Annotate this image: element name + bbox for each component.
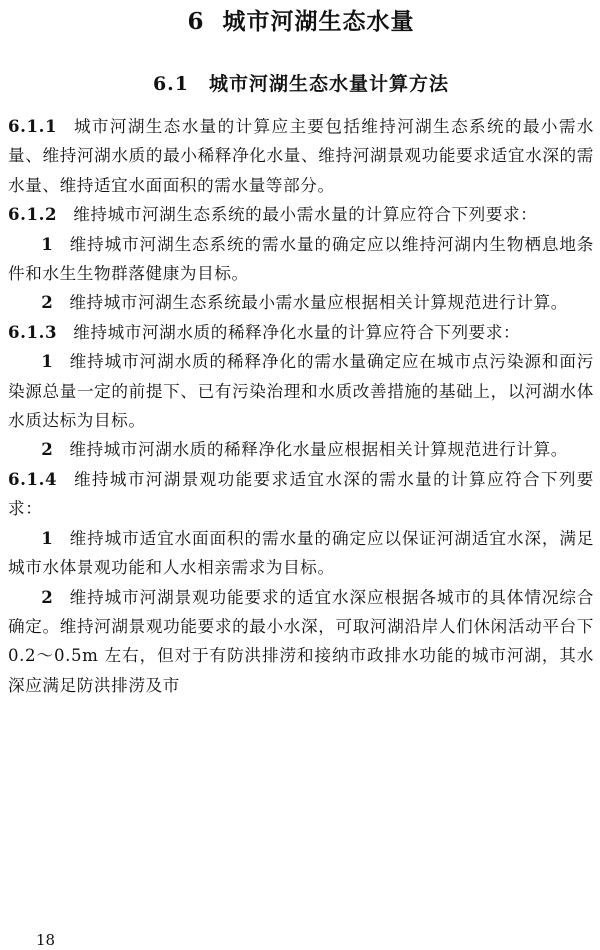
chapter-title [8, 0, 594, 40]
clause-text: 城市河湖生态水量的计算应主要包括维持河湖生态系统的最小需水量、维持河湖水质的最小稀释净化水量、维持河湖景观功能要求适宜水深的需水量、维持适宜水面面积的需水量等部分。 [8, 117, 594, 195]
clause-text: 维持城市河湖景观功能要求适宜水深的需水量的计算应符合下列要求： [8, 469, 594, 519]
list-item [8, 288, 594, 317]
item-text: 维持城市适宜水面面积的需水量的确定应以保证河湖适宜水深，满足城市水体景观功能和人水相亲需求为目标。 [8, 528, 594, 578]
clause-number: 6.1.1 [8, 116, 58, 136]
item-number: 2 [41, 439, 54, 460]
body-text [8, 112, 594, 700]
list-item [8, 524, 594, 583]
section-number: 6.1 [152, 73, 190, 95]
clause-text: 维持城市河湖水质的稀释净化水量的计算应符合下列要求： [73, 322, 521, 342]
clause-paragraph [8, 112, 594, 200]
item-number: 1 [41, 527, 54, 548]
page-number: 18 [36, 931, 56, 949]
item-text: 维持城市河湖景观功能要求的适宜水深应根据各城市的具体情况综合确定。维持河湖景观功能要求的最小水深，可取河湖沿岸人们休闲活动平台下 0.2～0.5m 左右，但对于有防洪排涝和接纳市政排水功能的城市河湖，其水深应满足防洪排涝及市 [8, 587, 594, 695]
list-item [8, 230, 594, 289]
item-number: 1 [41, 233, 54, 254]
clause-number: 6.1.4 [8, 468, 58, 489]
item-number: 2 [41, 292, 54, 313]
list-item [8, 583, 594, 701]
item-number: 1 [41, 351, 54, 372]
clause-number: 6.1.3 [8, 321, 58, 342]
item-text: 维持城市河湖生态系统最小需水量应根据相关计算规范进行计算。 [69, 293, 568, 313]
clause-paragraph [8, 200, 594, 229]
list-item [8, 435, 594, 464]
clause-paragraph [8, 465, 594, 524]
item-text: 维持城市河湖水质的稀释净化水量应根据相关计算规范进行计算。 [69, 440, 568, 460]
clause-paragraph [8, 318, 594, 347]
clause-number: 6.1.2 [8, 204, 58, 225]
chapter-number: 6 [187, 8, 205, 35]
clause-text: 维持城市河湖生态系统的最小需水量的计算应符合下列要求： [73, 205, 538, 225]
section-title [8, 70, 594, 98]
list-item [8, 347, 594, 435]
item-number: 2 [41, 586, 54, 607]
chapter-title-text: 城市河湖生态水量 [222, 8, 415, 35]
item-text: 维持城市河湖生态系统的需水量的确定应以维持河湖内生物栖息地条件和水生生物群落健康为目标。 [8, 234, 594, 284]
item-text: 维持城市河湖水质的稀释净化的需水量确定应在城市点污染源和面污染源总量一定的前提下、已有污染治理和水质改善措施的基础上，以河湖水体水质达标为目标。 [8, 352, 594, 431]
section-title-text: 城市河湖生态水量计算方法 [209, 73, 450, 95]
